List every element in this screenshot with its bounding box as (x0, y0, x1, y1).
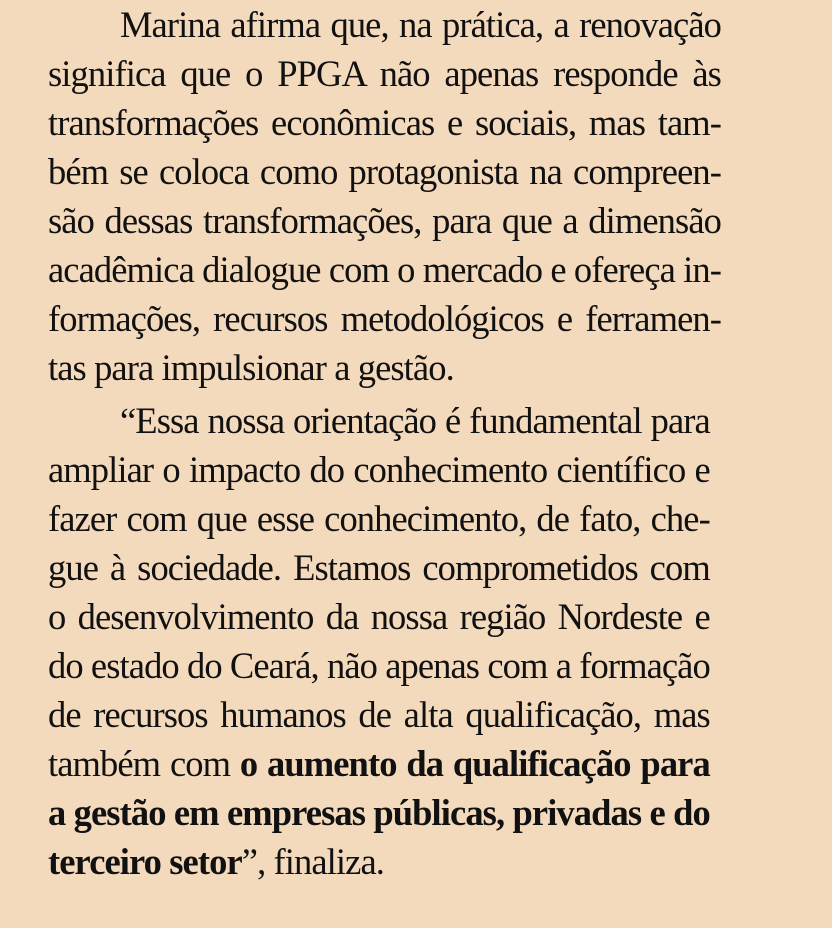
text-line: são dessas transformações, para que a dimensão (48, 200, 721, 241)
text-line: bém se coloca como protagonista na compreen- (48, 151, 721, 192)
text-line: ampliar o impacto do conhecimento científico e (48, 449, 710, 490)
text-line: acadêmica dialogue com o mercado e ofereça in- (48, 249, 721, 290)
text-line-bold (48, 788, 710, 837)
paragraph-quote (48, 396, 710, 886)
text-line: tas para impulsionar a gestão. (48, 347, 454, 388)
regular-text: também com (48, 743, 240, 784)
text-line: de recursos humanos de alta qualificação, mas (48, 694, 710, 735)
text-line: Marina afirma que, na prática, a renovação (120, 4, 721, 45)
text-line: “Essa nossa orientação é fundamental para (120, 400, 710, 441)
text-line: gue à sociedade. Estamos comprometidos com (48, 547, 710, 588)
text-line: do estado do Ceará, não apenas com a formação (48, 645, 710, 686)
regular-text: ”, finaliza. (241, 841, 384, 882)
paragraph-marina-statement (48, 0, 721, 392)
text-line: formações, recursos metodológicos e ferramen- (48, 298, 721, 339)
text-line: significa que o PPGA não apenas responde às (48, 53, 721, 94)
text-line-mixed (48, 837, 710, 886)
text-line: o desenvolvimento da nossa região Nordeste e (48, 596, 710, 637)
bold-emphasis: terceiro setor (48, 841, 242, 882)
text-line: transformações econômicas e sociais, mas tam- (48, 102, 721, 143)
text-line: fazer com que esse conhecimento, de fato, che- (48, 498, 710, 539)
text-line-mixed (48, 739, 710, 788)
bold-emphasis: a gestão em empresas públicas, privadas e do (48, 792, 710, 833)
bold-emphasis: o aumento da qualificação para (239, 743, 710, 784)
